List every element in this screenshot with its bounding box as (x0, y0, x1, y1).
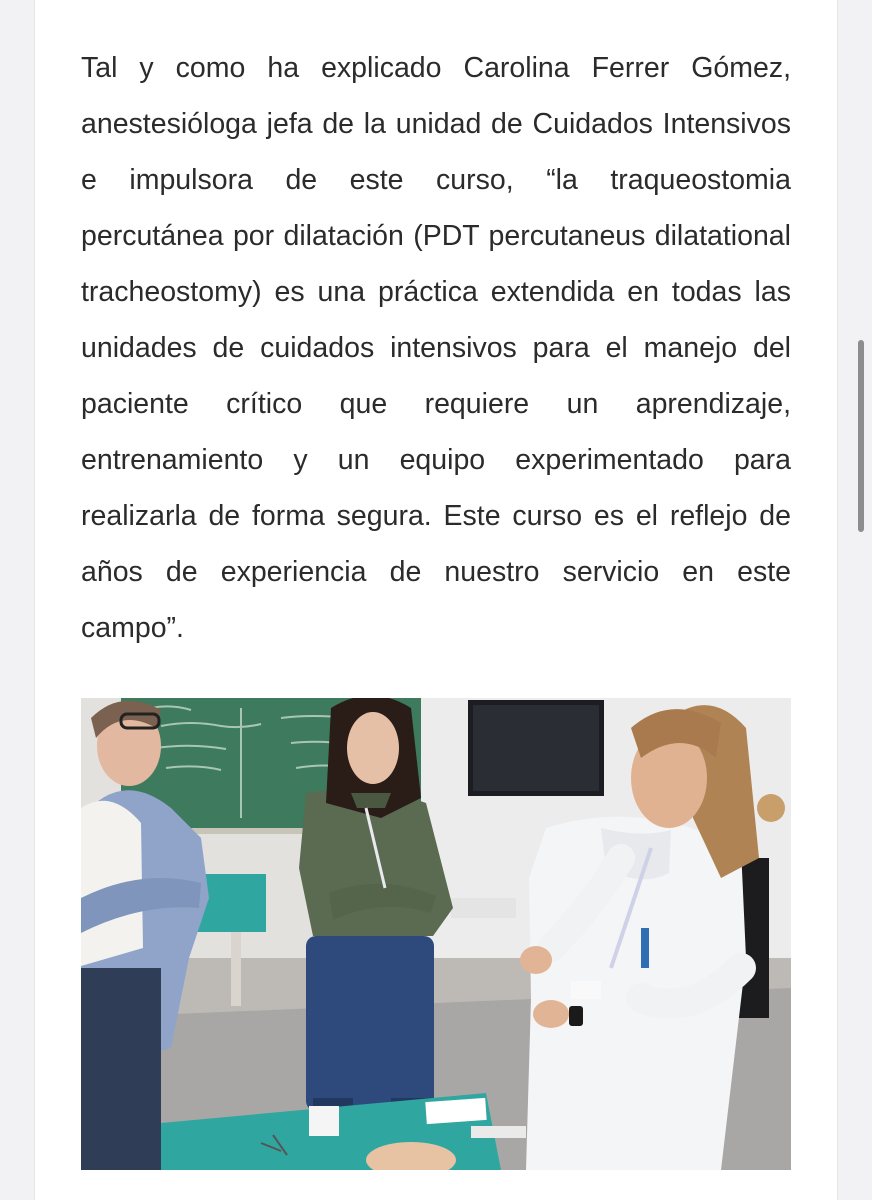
article-photo (81, 698, 791, 1170)
scrollbar-thumb[interactable] (858, 340, 864, 532)
article-page (34, 0, 838, 1200)
training-session-image (81, 698, 791, 1170)
article-paragraph: Tal y como ha explicado Carolina Ferrer Gómez, anestesióloga jefa de la unidad de Cuidados Intensivos e impulsora de este curso, “la traqueostomia percutánea por dilatación (PDT percutaneus dilatational tracheostomy) es una práctica extendida en todas las unidades de cuidados intensivos para el manejo del paciente crítico que requiere un aprendizaje, entrenamiento y un equipo experimentado para realizarla de forma segura. Este curso es el reflejo de años de experiencia de nuestro servicio en este campo”. (81, 52, 791, 644)
scrollbar[interactable] (856, 0, 866, 1200)
